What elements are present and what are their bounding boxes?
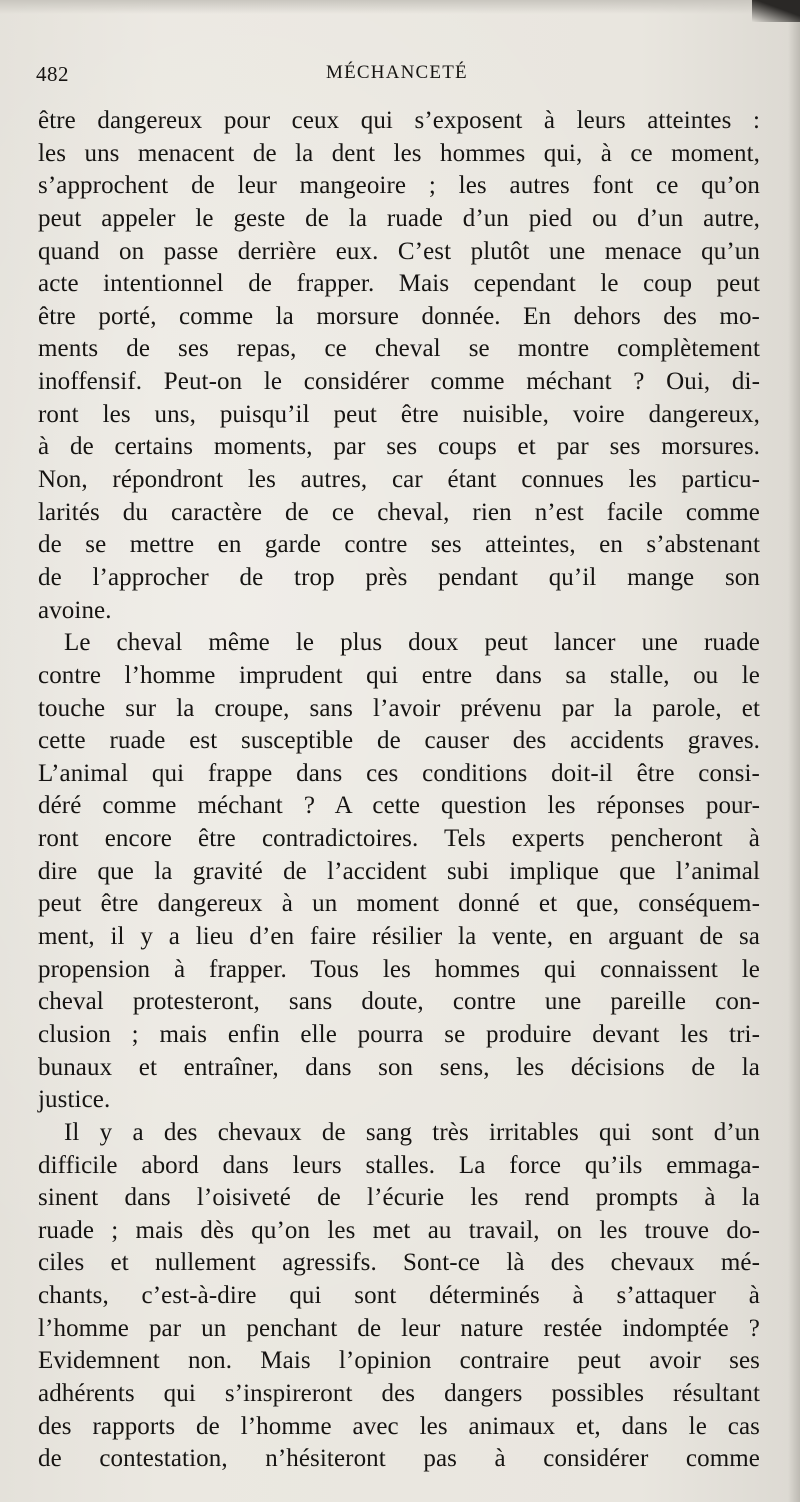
paragraph-end-line: justice.: [38, 1086, 111, 1114]
page-top-shadow: [0, 0, 800, 14]
text-line: adhérents qui s’inspireront des dangers possibles résultant: [38, 1379, 760, 1407]
text-line: quand on passe derrière eux. C’est plutôt une menace qu’un: [38, 237, 760, 265]
text-line: être porté, comme la morsure donnée. En dehors des mo-: [38, 302, 760, 330]
text-line: ront les uns, puisqu’il peut être nuisible, voire dangereux,: [38, 400, 760, 428]
paragraph-start-line: Le cheval même le plus doux peut lancer une ruade: [64, 629, 760, 657]
text-line: clusion ; mais enfin elle pourra se produire devant les tri-: [38, 1020, 760, 1048]
text-line: peut être dangereux à un moment donné et que, conséquem-: [38, 890, 760, 918]
text-line: de l’approcher de trop près pendant qu’il mange son: [38, 563, 760, 591]
text-line: être dangereux pour ceux qui s’exposent à leurs atteintes :: [38, 107, 760, 134]
text-line: ciles et nullement agressifs. Sont-ce là des chevaux mé-: [38, 1249, 760, 1277]
text-line: contre l’homme imprudent qui entre dans sa stalle, ou le: [38, 661, 760, 689]
text-line: s’approchent de leur mangeoire ; les autres font ce qu’on: [38, 172, 760, 200]
text-line: à de certains moments, par ses coups et par ses morsures.: [38, 433, 760, 461]
paragraph-start-line: Il y a des chevaux de sang très irritables qui sont d’un: [64, 1118, 760, 1146]
text-line: inoffensif. Peut-on le considérer comme méchant ? Oui, di-: [38, 368, 760, 396]
text-line: propension à frapper. Tous les hommes qui connaissent le: [38, 955, 760, 983]
text-line: ments de ses repas, ce cheval se montre complètement: [38, 335, 760, 363]
text-line: peut appeler le geste de la ruade d’un pied ou d’un autre,: [38, 204, 760, 232]
text-line: de contestation, n’hésiteront pas à considérer comme: [38, 1445, 760, 1473]
text-line: l’homme par un penchant de leur nature restée indomptée ?: [38, 1314, 760, 1342]
body-text: [38, 105, 760, 1476]
page-number: 482: [36, 62, 69, 86]
text-line: dire que la gravité de l’accident subi implique que l’animal: [38, 857, 760, 885]
running-head: MÉCHANCETÉ: [326, 62, 468, 83]
paragraph-end-line: avoine.: [38, 596, 112, 624]
text-line: chants, c’est-à-dire qui sont déterminés à s’attaquer à: [38, 1282, 760, 1310]
text-line: Non, répondront les autres, car étant connues les particu-: [38, 466, 760, 494]
page-header: [36, 62, 736, 92]
text-line: ment, il y a lieu d’en faire résilier la vente, en arguant de sa: [38, 923, 760, 951]
text-line: acte intentionnel de frapper. Mais cependant le coup peut: [38, 270, 760, 298]
text-line: déré comme méchant ? A cette question les réponses pour-: [38, 792, 760, 820]
text-line: L’animal qui frappe dans ces conditions doit-il être consi-: [38, 759, 760, 787]
text-line: ront encore être contradictoires. Tels experts pencheront à: [38, 825, 760, 853]
text-line: sinent dans l’oisiveté de l’écurie les rend prompts à la: [38, 1184, 760, 1212]
text-line: bunaux et entraîner, dans son sens, les décisions de la: [38, 1053, 760, 1081]
text-line: difficile abord dans leurs stalles. La force qu’ils emmaga-: [38, 1151, 760, 1179]
text-line: touche sur la croupe, sans l’avoir prévenu par la parole, et: [38, 694, 760, 722]
text-line: de se mettre en garde contre ses atteintes, en s’abstenant: [38, 531, 760, 559]
text-line: ruade ; mais dès qu’on les met au travail, on les trouve do-: [38, 1216, 760, 1244]
text-line: larités du caractère de ce cheval, rien n’est facile comme: [38, 498, 760, 526]
text-line: des rapports de l’homme avec les animaux et, dans le cas: [38, 1412, 760, 1440]
text-line: Evidemnent non. Mais l’opinion contraire peut avoir ses: [38, 1347, 760, 1375]
page-corner-shadow: [752, 0, 800, 22]
text-line: cheval protesteront, sans doute, contre une pareille con-: [38, 988, 760, 1016]
text-line: cette ruade est susceptible de causer des accidents graves.: [38, 727, 760, 755]
text-line: les uns menacent de la dent les hommes qui, à ce moment,: [38, 139, 760, 167]
page-right-shadow: [788, 0, 800, 1502]
